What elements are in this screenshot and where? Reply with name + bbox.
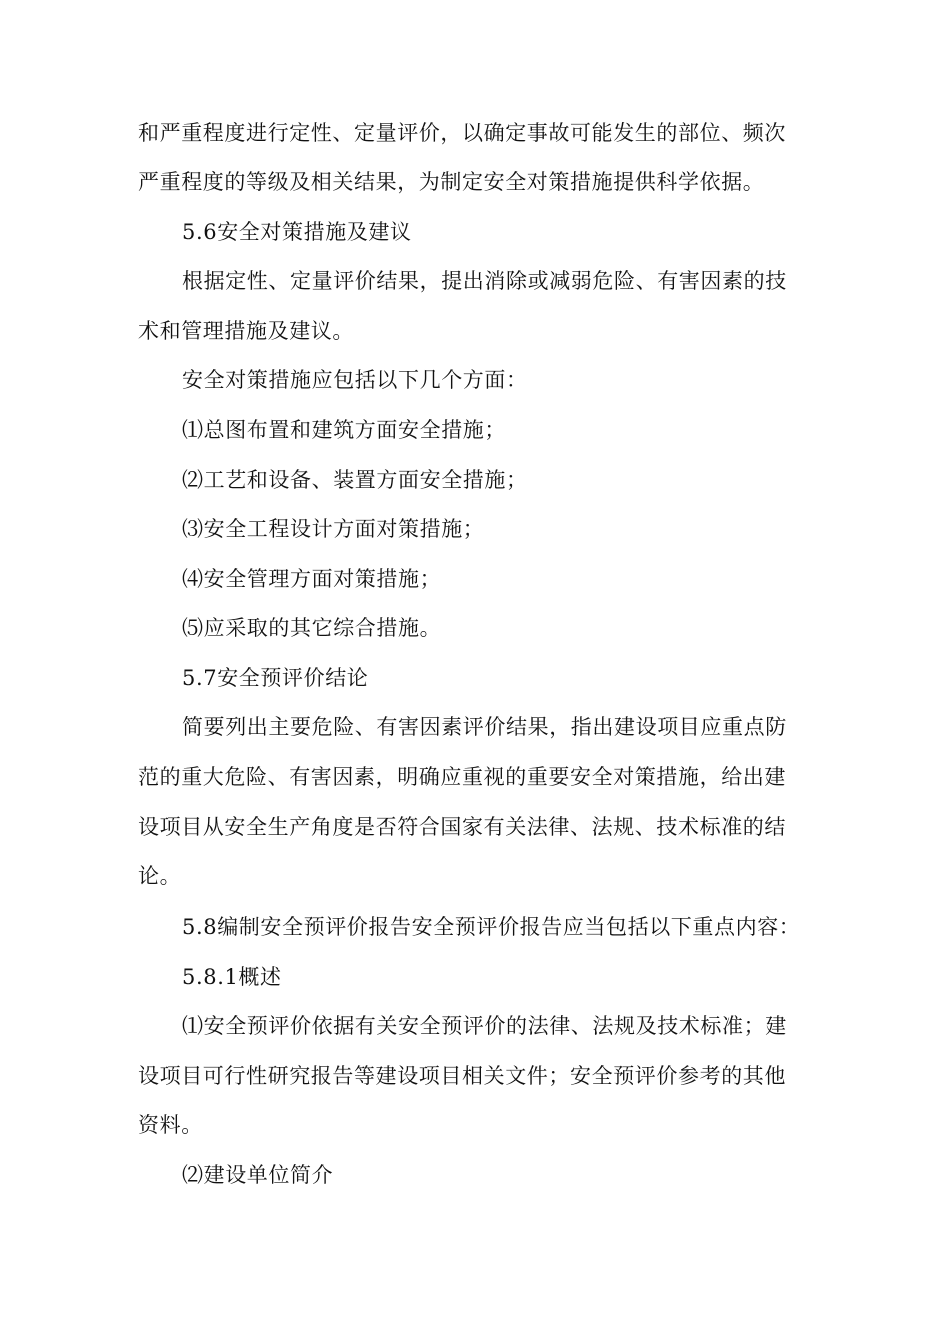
- paragraph-line: 设项目可行性研究报告等建设项目相关文件；安全预评价参考的其他: [138, 1064, 786, 1088]
- section-heading: 5.8编制安全预评价报告安全预评价报告应当包括以下重点内容：: [182, 915, 801, 939]
- section-heading: 5.6安全对策措施及建议: [182, 220, 412, 244]
- paragraph-line: 和严重程度进行定性、定量评价，以确定事故可能发生的部位、频次: [138, 121, 786, 145]
- paragraph-line: 资料。: [138, 1113, 203, 1137]
- section-heading: 5.7安全预评价结论: [182, 666, 369, 690]
- paragraph-line: 论。: [138, 864, 182, 888]
- paragraph-line: ⑴安全预评价依据有关安全预评价的法律、法规及技术标准；建: [182, 1014, 787, 1038]
- paragraph-line: 根据定性、定量评价结果，提出消除或减弱危险、有害因素的技: [182, 269, 787, 293]
- list-item: ⑷安全管理方面对策措施；: [182, 567, 442, 591]
- list-item: ⑴总图布置和建筑方面安全措施；: [182, 418, 506, 442]
- paragraph-line: 安全对策措施应包括以下几个方面：: [182, 368, 528, 392]
- paragraph-line: 范的重大危险、有害因素，明确应重视的重要安全对策措施，给出建: [138, 765, 786, 789]
- list-item: ⑵建设单位简介: [182, 1163, 334, 1187]
- list-item: ⑶安全工程设计方面对策措施；: [182, 517, 485, 541]
- paragraph-line: 严重程度的等级及相关结果，为制定安全对策措施提供科学依据。: [138, 170, 765, 194]
- paragraph-line: 简要列出主要危险、有害因素评价结果，指出建设项目应重点防: [182, 715, 787, 739]
- paragraph-line: 设项目从安全生产角度是否符合国家有关法律、法规、技术标准的结: [138, 815, 786, 839]
- list-item: ⑵工艺和设备、装置方面安全措施；: [182, 468, 528, 492]
- list-item: ⑸应采取的其它综合措施。: [182, 616, 442, 640]
- subsection-heading: 5.8.1概述: [182, 965, 282, 989]
- paragraph-line: 术和管理措施及建议。: [138, 319, 354, 343]
